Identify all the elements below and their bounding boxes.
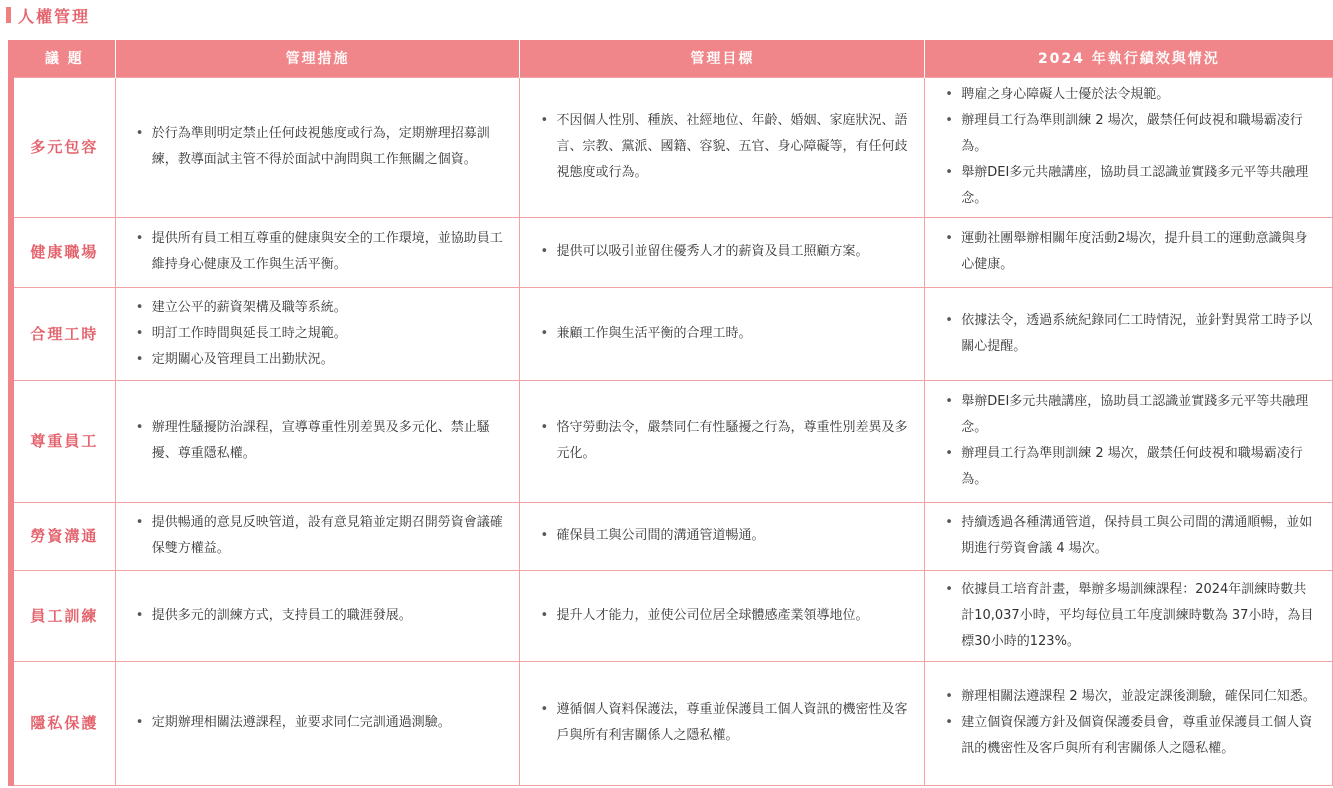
list-item: • 定期辦理相關法遵課程，並要求同仁完訓通過測驗。 [136, 710, 506, 736]
row-topic: 隱私保護 [11, 661, 115, 785]
cell-goals [520, 570, 925, 661]
section-title [6, 5, 90, 25]
list-item: • 恪守勞動法令，嚴禁同仁有性騷擾之行為，尊重性別差異及多元化。 [540, 415, 910, 467]
list-item: • 辦理相關法遵課程 2 場次，並設定課後測驗，確保同仁知悉。 [945, 684, 1318, 710]
list-item: • 於行為準則明定禁止任何歧視態度或行為，定期辦理招募訓練，教導面試主管不得於面試中詢問與工作無關之個資。 [136, 121, 506, 173]
goals-list [540, 697, 910, 749]
goals-list [540, 415, 910, 467]
performance-list [945, 510, 1318, 562]
cell-measures [115, 217, 520, 287]
list-item: • 建立個資保護方針及個資保護委員會，尊重並保護員工個人資訊的機密性及客戶與所有利害關係人之隱私權。 [945, 710, 1318, 762]
measures-list [136, 226, 506, 278]
cell-performance [925, 287, 1333, 380]
list-item: • 遵循個人資料保護法，尊重並保護員工個人資訊的機密性及客戶與所有利害關係人之隱私權。 [540, 697, 910, 749]
list-item: • 依據法令，透過系統紀錄同仁工時情況，並針對異常工時予以關心提醒。 [945, 308, 1318, 360]
cell-goals [520, 380, 925, 502]
cell-performance [925, 661, 1333, 785]
performance-list [945, 226, 1318, 278]
cell-goals [520, 77, 925, 217]
table-row [11, 661, 1333, 785]
list-item: • 運動社團舉辦相關年度活動2場次，提升員工的運動意識與身心健康。 [945, 226, 1318, 278]
list-item: • 提升人才能力，並使公司位居全球體感產業領導地位。 [540, 603, 910, 629]
table-row [11, 380, 1333, 502]
row-topic: 員工訓練 [11, 570, 115, 661]
header-measures: 管理措施 [115, 40, 520, 77]
measures-list [136, 710, 506, 736]
list-item: • 提供所有員工相互尊重的健康與安全的工作環境，並協助員工維持身心健康及工作與生活平衡。 [136, 226, 506, 278]
cell-measures [115, 287, 520, 380]
list-item: • 明訂工作時間與延長工時之規範。 [136, 321, 506, 347]
title-accent-bar [6, 7, 11, 23]
cell-goals [520, 661, 925, 785]
list-item: • 提供暢通的意見反映管道，設有意見箱並定期召開勞資會議確保雙方權益。 [136, 510, 506, 562]
header-performance: 2024 年執行績效與情況 [925, 40, 1333, 77]
measures-list [136, 295, 506, 373]
cell-measures [115, 502, 520, 570]
human-rights-table [8, 40, 1333, 786]
performance-list [945, 684, 1318, 762]
goals-list [540, 239, 910, 265]
page-title: 人權管理 [18, 6, 91, 26]
measures-list [136, 510, 506, 562]
cell-measures [115, 661, 520, 785]
table-row [11, 570, 1333, 661]
cell-performance [925, 77, 1333, 217]
list-item: • 建立公平的薪資架構及職等系統。 [136, 295, 506, 321]
performance-list [945, 577, 1318, 655]
cell-goals [520, 502, 925, 570]
header-topic: 議 題 [11, 40, 115, 77]
row-topic: 勞資溝通 [11, 502, 115, 570]
performance-list [945, 82, 1318, 212]
table-row [11, 77, 1333, 217]
list-item: • 辦理性騷擾防治課程，宣導尊重性別差異及多元化、禁止騷擾、尊重隱私權。 [136, 415, 506, 467]
row-topic: 合理工時 [11, 287, 115, 380]
cell-performance [925, 217, 1333, 287]
list-item: • 持續透過各種溝通管道，保持員工與公司間的溝通順暢，並如期進行勞資會議 4 場次。 [945, 510, 1318, 562]
list-item: • 兼顧工作與生活平衡的合理工時。 [540, 321, 910, 347]
list-item: • 辦理員工行為準則訓練 2 場次，嚴禁任何歧視和職場霸凌行為。 [945, 441, 1318, 493]
table-row [11, 217, 1333, 287]
table-header-row [11, 40, 1333, 77]
list-item: • 依據員工培育計畫，舉辦多場訓練課程：2024年訓練時數共計10,037小時，平均每位員工年度訓練時數為 37小時，為目標30小時的123%。 [945, 577, 1318, 655]
goals-list [540, 321, 910, 347]
row-topic: 多元包容 [11, 77, 115, 217]
goals-list [540, 523, 910, 549]
header-goals: 管理目標 [520, 40, 925, 77]
list-item: • 不因個人性別、種族、社經地位、年齡、婚姻、家庭狀況、語言、宗教、黨派、國籍、容貌、五官、身心障礙等，有任何歧視態度或行為。 [540, 108, 910, 186]
list-item: • 聘雇之身心障礙人士優於法令規範。 [945, 82, 1318, 108]
list-item: • 確保員工與公司間的溝通管道暢通。 [540, 523, 910, 549]
cell-measures [115, 570, 520, 661]
list-item: • 提供多元的訓練方式，支持員工的職涯發展。 [136, 603, 506, 629]
cell-performance [925, 502, 1333, 570]
cell-measures [115, 77, 520, 217]
list-item: • 舉辦DEI多元共融講座，協助員工認識並實踐多元平等共融理念。 [945, 160, 1318, 212]
measures-list [136, 415, 506, 467]
list-item: • 提供可以吸引並留住優秀人才的薪資及員工照顧方案。 [540, 239, 910, 265]
cell-performance [925, 570, 1333, 661]
cell-measures [115, 380, 520, 502]
table-row [11, 502, 1333, 570]
measures-list [136, 121, 506, 173]
goals-list [540, 603, 910, 629]
row-topic: 健康職場 [11, 217, 115, 287]
cell-goals [520, 217, 925, 287]
list-item: • 辦理員工行為準則訓練 2 場次，嚴禁任何歧視和職場霸凌行為。 [945, 108, 1318, 160]
cell-performance [925, 380, 1333, 502]
list-item: • 定期關心及管理員工出勤狀況。 [136, 347, 506, 373]
table-row [11, 287, 1333, 380]
row-topic: 尊重員工 [11, 380, 115, 502]
measures-list [136, 603, 506, 629]
performance-list [945, 389, 1318, 493]
list-item: • 舉辦DEI多元共融講座，協助員工認識並實踐多元平等共融理念。 [945, 389, 1318, 441]
goals-list [540, 108, 910, 186]
performance-list [945, 308, 1318, 360]
cell-goals [520, 287, 925, 380]
